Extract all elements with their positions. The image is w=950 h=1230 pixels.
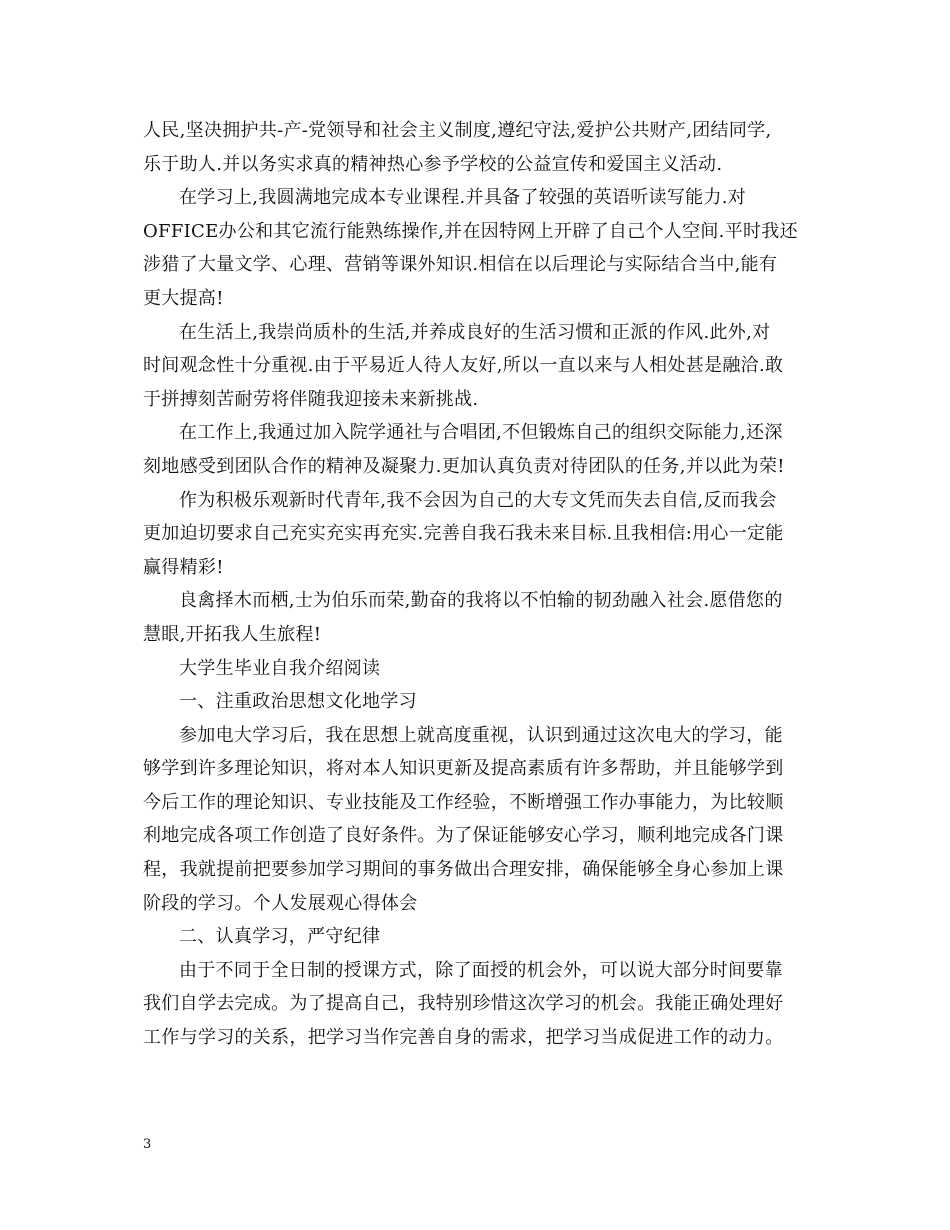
- text-line: 由于不同于全日制的授课方式，除了面授的机会外，可以说大部分时间要靠: [179, 959, 783, 981]
- text-line: 人民,坚决拥护共-产-党领导和社会主义制度,遵纪守法,爱护公共财产,团结同学,: [143, 120, 772, 141]
- text-line: 阶段的学习。个人发展观心得体会: [143, 892, 418, 914]
- text-line: 良禽择木而栖,士为伯乐而荣,勤奋的我将以不怕输的韧劲融入社会.愿借您的: [179, 590, 783, 612]
- text-line: 程，我就提前把要参加学习期间的事务做出合理安排，确保能够全身心参加上课: [143, 859, 784, 881]
- subsection-heading: 一、注重政治思想文化地学习: [179, 691, 417, 713]
- text-line: 赢得精彩!: [143, 556, 224, 578]
- text-line: 乐于助人.并以务实求真的精神热心参予学校的公益宣传和爱国主义活动.: [143, 153, 723, 175]
- text-line: 利地完成各项工作创造了良好条件。为了保证能够安心学习，顺利地完成各门课: [143, 825, 784, 847]
- text-line: OFFICE办公和其它流行能熟练操作,并在因特网上开辟了自己个人空间.平时我还: [143, 220, 798, 242]
- text-line: 在生活上,我崇尚质朴的生活,并养成良好的生活习惯和正派的作风.此外,对: [179, 321, 771, 343]
- text-line: 我们自学去完成。为了提高自己，我特别珍惜这次学习的机会。我能正确处理好: [143, 993, 784, 1015]
- text-line: 于拼搏刻苦耐劳将伴随我迎接未来新挑战.: [143, 388, 479, 410]
- text-line: 作为积极乐观新时代青年,我不会因为自己的大专文凭而失去自信,反而我会: [179, 489, 777, 511]
- text-line: 够学到许多理论知识，将对本人知识更新及提高素质有许多帮助，并且能够学到: [143, 758, 784, 780]
- section-heading: 大学生毕业自我介绍阅读: [179, 657, 381, 679]
- text-line: 工作与学习的关系，把学习当作完善自身的需求，把学习当成促进工作的动力。: [143, 1027, 784, 1049]
- text-line: 参加电大学习后，我在思想上就高度重视，认识到通过这次电大的学习，能: [179, 724, 783, 746]
- text-line: 涉猎了大量文学、心理、营销等课外知识.相信在以后理论与实际结合当中,能有: [143, 254, 778, 276]
- text-line: 慧眼,开拓我人生旅程!: [143, 623, 322, 645]
- text-line: 更加迫切要求自己充实充实再充实.完善自我石我未来目标.且我相信:用心一定能: [143, 523, 784, 545]
- page-number: 3: [143, 1137, 152, 1152]
- text-line: 在工作上,我通过加入院学通社与合唱团,不但锻炼自己的组织交际能力,还深: [179, 422, 783, 444]
- text-line: 时间观念性十分重视.由于平易近人待人友好,所以一直以来与人相处甚是融洽.敢: [143, 355, 784, 377]
- text-line: 刻地感受到团队合作的精神及凝聚力.更加认真负责对待团队的任务,并以此为荣!: [143, 455, 785, 477]
- text-line: 今后工作的理论知识、专业技能及工作经验，不断增强工作办事能力，为比较顺: [143, 791, 784, 813]
- body-text: [143, 114, 811, 1055]
- text-line: 更大提高!: [143, 287, 224, 309]
- text-line: 在学习上,我圆满地完成本专业课程.并具备了较强的英语听读写能力.对: [179, 187, 747, 209]
- subsection-heading: 二、认真学习，严守纪律: [179, 926, 381, 948]
